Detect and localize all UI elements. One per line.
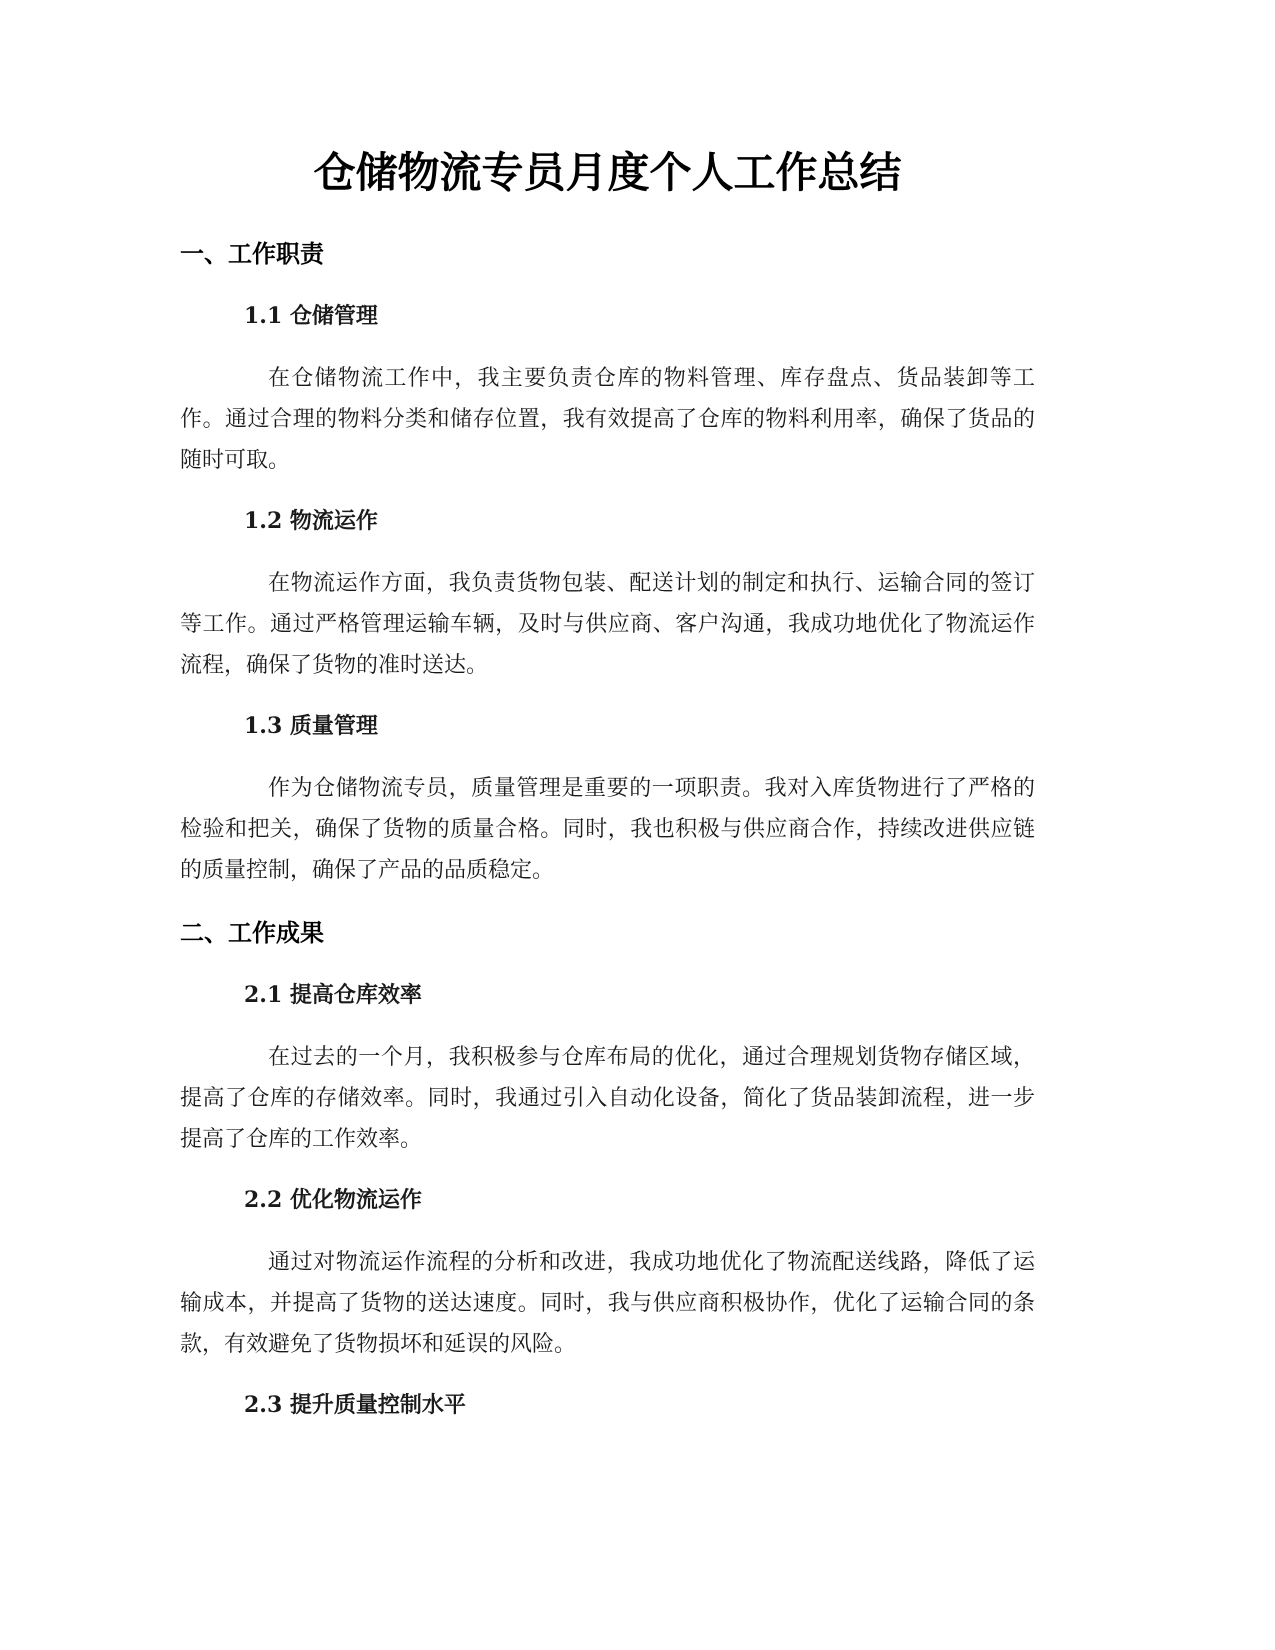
paragraph-logistics-optimization: 通过对物流运作流程的分析和改进，我成功地优化了物流配送线路，降低了运输成本，并提高了货物的送达速度。同时，我与供应商积极协作，优化了运输合同的条款，有效避免了货物损坏和延误的风险。 (180, 1250, 1035, 1357)
subsection-heading-warehouse-management: 1.1 仓储管理 (244, 303, 378, 329)
subsection-heading-quality-control: 2.3 提升质量控制水平 (244, 1392, 466, 1418)
paragraph-quality-management: 作为仓储物流专员，质量管理是重要的一项职责。我对入库货物进行了严格的检验和把关，确保了货物的质量合格。同时，我也积极与供应商合作，持续改进供应链的质量控制，确保了产品的品质稳定。 (180, 776, 1035, 883)
section-heading-achievements: 二、工作成果 (180, 919, 324, 947)
subsection-heading-logistics-operation: 1.2 物流运作 (244, 508, 378, 534)
subsection-heading-quality-management: 1.3 质量管理 (244, 713, 378, 739)
subsection-heading-logistics-optimization: 2.2 优化物流运作 (244, 1187, 422, 1213)
paragraph-logistics-operation: 在物流运作方面，我负责货物包装、配送计划的制定和执行、运输合同的签订等工作。通过严格管理运输车辆，及时与供应商、客户沟通，我成功地优化了物流运作流程，确保了货物的准时送达。 (180, 571, 1035, 678)
paragraph-warehouse-efficiency: 在过去的一个月，我积极参与仓库布局的优化，通过合理规划货物存储区域，提高了仓库的存储效率。同时，我通过引入自动化设备，简化了货品装卸流程，进一步提高了仓库的工作效率。 (180, 1045, 1035, 1152)
paragraph-warehouse-management: 在仓储物流工作中，我主要负责仓库的物料管理、库存盘点、货品装卸等工作。通过合理的物料分类和储存位置，我有效提高了仓库的物料利用率，确保了货品的随时可取。 (180, 366, 1035, 473)
subsection-heading-warehouse-efficiency: 2.1 提高仓库效率 (244, 982, 422, 1008)
document-title: 仓储物流专员月度个人工作总结 (313, 148, 902, 197)
section-heading-responsibilities: 一、工作职责 (180, 240, 324, 268)
